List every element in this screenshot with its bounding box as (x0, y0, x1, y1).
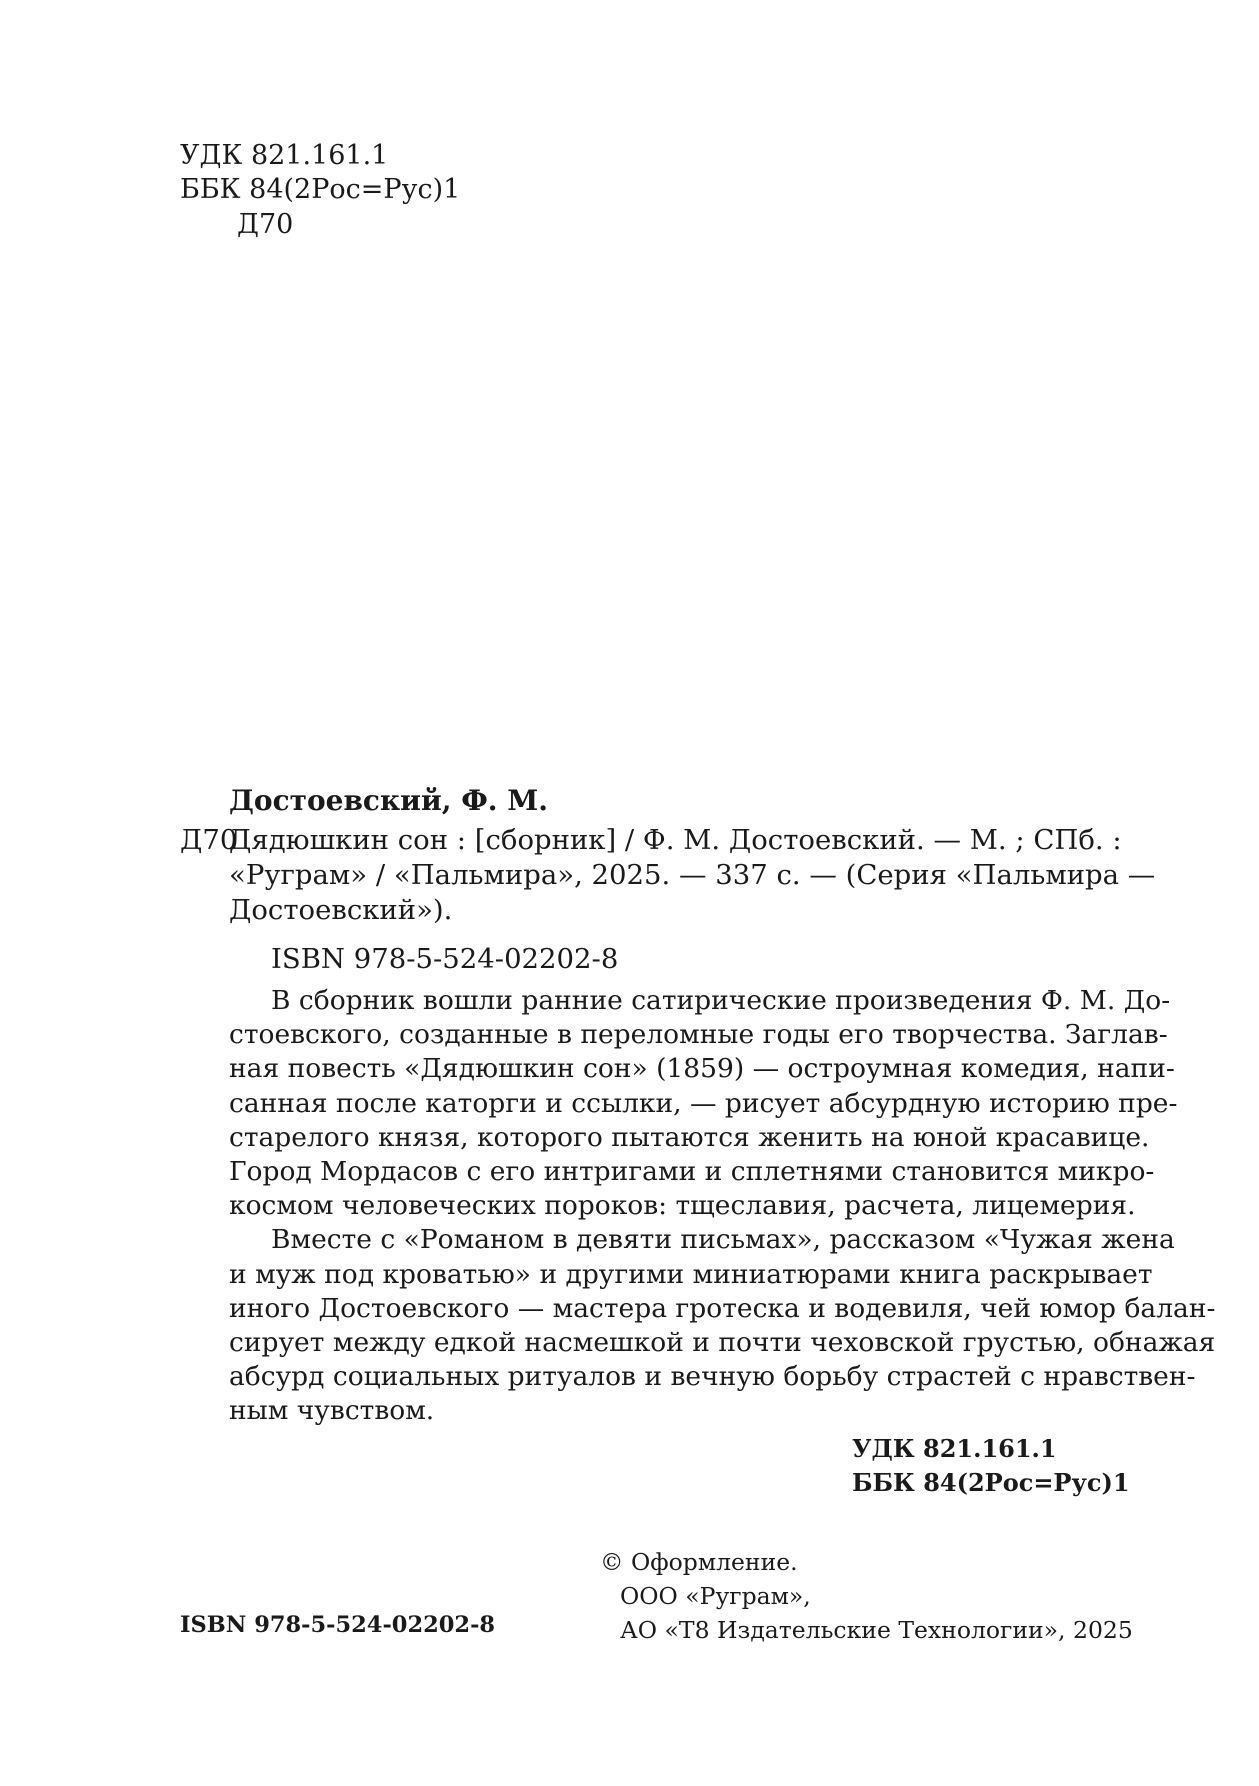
bbk-code-bottom: ББК 84(2Рос=Рус)1 (852, 1468, 1130, 1497)
record-entry (229, 823, 1156, 928)
annotation-line: абсурд социальных ритуалов и вечную борьбу страстей с нравствен- (229, 1361, 1196, 1393)
isbn-bottom: ISBN 978-5-524-02202-8 (180, 1612, 496, 1638)
annotation-line: старелого князя, которого пытаются женить на юной красавице. (229, 1121, 1150, 1153)
annotation-line: и муж под кроватью» и другими миниатюрами книга раскрывает (229, 1258, 1153, 1290)
udk-code-bottom: УДК 821.161.1 (852, 1434, 1057, 1463)
record-author: Достоевский, Ф. М. (229, 784, 549, 817)
udk-code-top: УДК 821.161.1 (180, 140, 389, 171)
annotation-line: сирует между едкой насмешкой и почти чеховской грустью, обнажая (229, 1327, 1216, 1359)
annotation-line: Вместе с «Романом в девяти письмах», рассказом «Чужая жена (271, 1224, 1175, 1256)
copyright-block (600, 1545, 1133, 1647)
annotation-line: стоевского, созданные в переломные годы его творчества. Заглав- (229, 1019, 1168, 1051)
record-entry-line: «Руграм» / «Пальмира», 2025. — 337 с. — (Серия «Пальмира — (229, 859, 1156, 891)
annotation-line: санная после каторги и ссылки, — рисует абсурдную историю пре- (229, 1087, 1178, 1119)
annotation-line: ная повесть «Дядюшкин сон» (1859) — остроумная комедия, напи- (229, 1053, 1175, 1085)
record-entry-line: Достоевский»). (229, 894, 453, 926)
bbk-code-top: ББК 84(2Рос=Рус)1 (180, 174, 461, 205)
annotation-line: Город Мордасов с его интригами и сплетнями становится микро- (229, 1156, 1155, 1188)
annotation-line: В сборник вошли ранние сатирические произведения Ф. М. До- (271, 985, 1171, 1016)
copyright-line: © Оформление. (600, 1548, 798, 1576)
copyright-line: ООО «Руграм», (620, 1582, 811, 1610)
record-entry-line: Дядюшкин сон : [сборник] / Ф. М. Достоевский. — М. ; СПб. : (229, 824, 1122, 856)
annotation (229, 984, 1216, 1429)
record-isbn: ISBN 978-5-524-02202-8 (271, 943, 619, 975)
record-author-sign: Д70 (180, 824, 238, 856)
author-sign-top: Д70 (237, 209, 294, 240)
annotation-line: космом человеческих пороков: тщеславия, расчета, лицемерия. (229, 1190, 1136, 1222)
annotation-line: ным чувством. (229, 1395, 435, 1427)
copyright-line: АО «Т8 Издательские Технологии», 2025 (620, 1616, 1133, 1644)
annotation-line: иного Достоевского — мастера гротеска и водевиля, чей юмор балан- (229, 1292, 1216, 1324)
